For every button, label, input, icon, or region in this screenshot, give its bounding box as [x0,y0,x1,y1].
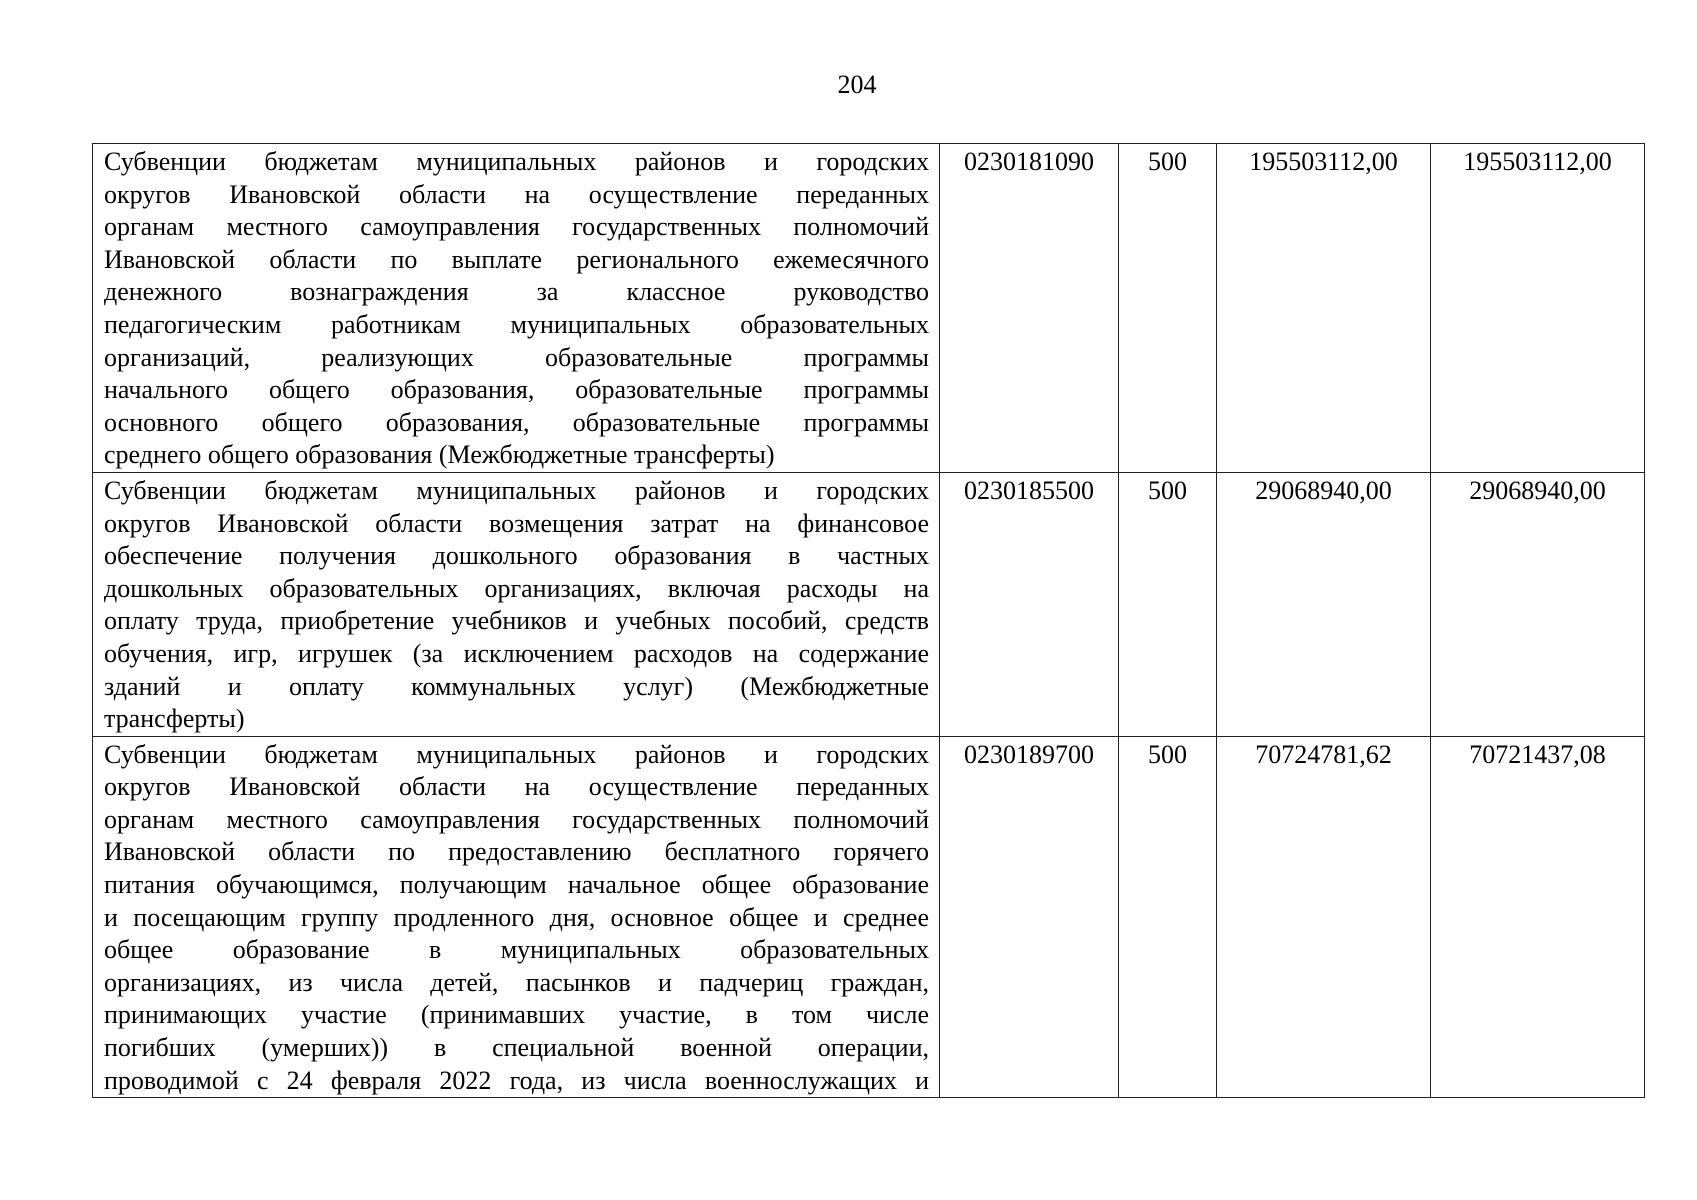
row-type: 500 [1119,736,1217,1098]
description-line: Ивановской области по предоставлению бесплатного горячего [104,837,929,867]
description-line: округов Ивановской области на осуществление переданных [104,179,929,209]
description-line: проводимой с 24 февраля 2022 года, из числа военнослужащих и [104,1065,929,1095]
description-line: денежного вознаграждения за классное руководство [104,277,929,307]
description-line: обучения, игр, игрушек (за исключением расходов на содержание [104,638,929,668]
description-line: Субвенции бюджетам муниципальных районов и городских [104,147,929,176]
row-code: 0230185500 [940,472,1119,736]
description-line: и посещающим группу продленного дня, основное общее и среднее [104,902,929,932]
description-line: органам местного самоуправления государственных полномочий [104,212,929,242]
description-line: округов Ивановской области возмещения затрат на финансовое [104,508,929,538]
table-row [93,144,1645,473]
description-line: организациях, из числа детей, пасынков и падчериц граждан, [104,967,929,997]
description-line: дошкольных образовательных организациях, включая расходы на [104,573,929,603]
description-line: Ивановской области по выплате регионального ежемесячного [104,244,929,274]
page-number: 204 [837,70,877,99]
row-amount2: 195503112,00 [1431,144,1645,473]
description-line: основного общего образования, образовательные программы [104,407,929,437]
row-description [93,472,940,736]
table-row [93,472,1645,736]
description-line: зданий и оплату коммунальных услуг) (Межбюджетные [104,671,929,701]
row-description [93,736,940,1098]
description-line: питания обучающимся, получающим начальное общее образование [104,870,929,900]
row-amount2: 70721437,08 [1431,736,1645,1098]
row-code: 0230189700 [940,736,1119,1098]
description-line: среднего общего образования (Межбюджетные трансферты) [104,440,775,470]
description-line: обеспечение получения дошкольного образования в частных [104,541,929,571]
description-line: погибших (умерших)) в специальной военной операции, [104,1033,929,1063]
row-type: 500 [1119,144,1217,473]
description-line: общее образование в муниципальных образовательных [104,935,929,965]
description-line: Субвенции бюджетам муниципальных районов и городских [104,475,929,505]
description-line: округов Ивановской области на осуществление переданных [104,772,929,802]
description-line: организаций, реализующих образовательные программы [104,342,929,372]
row-code: 0230181090 [940,144,1119,473]
row-amount1: 29068940,00 [1217,472,1431,736]
row-description [93,144,940,473]
row-amount1: 195503112,00 [1217,144,1431,473]
row-amount1: 70724781,62 [1217,736,1431,1098]
description-line: принимающих участие (принимавших участие, в том числе [104,1000,929,1030]
description-line: начального общего образования, образовательные программы [104,375,929,405]
description-line: трансферты) [104,704,245,734]
table-row [93,736,1645,1098]
description-line: оплату труда, приобретение учебников и учебных пособий, средств [104,606,929,636]
row-amount2: 29068940,00 [1431,472,1645,736]
budget-table [92,143,1645,1098]
description-line: педагогическим работникам муниципальных образовательных [104,309,929,339]
row-type: 500 [1119,472,1217,736]
description-line: органам местного самоуправления государственных полномочий [104,804,929,834]
description-line: Субвенции бюджетам муниципальных районов и городских [104,739,929,769]
